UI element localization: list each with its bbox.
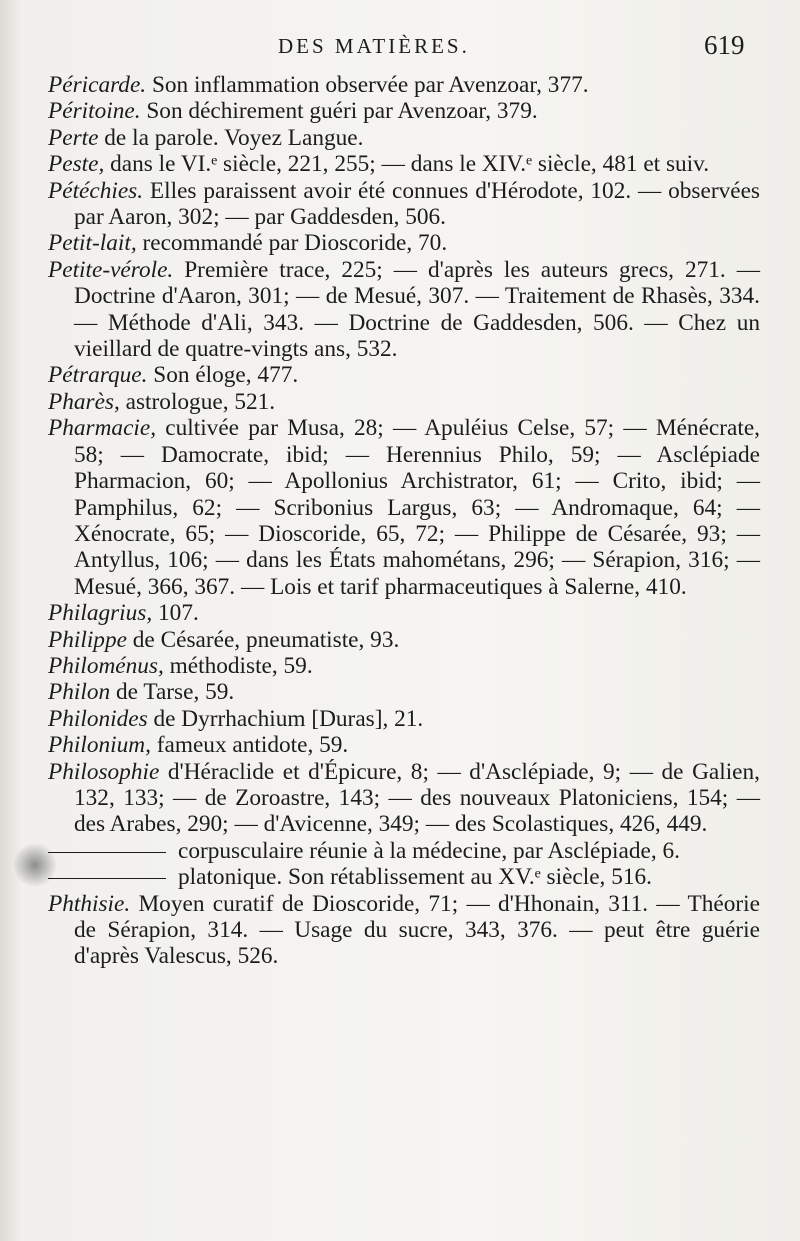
entry-text: fameux antidote, 59. bbox=[150, 732, 349, 759]
ink-smudge bbox=[14, 842, 56, 888]
index-subentry bbox=[48, 838, 760, 864]
entry-term: Phthisie. bbox=[48, 890, 131, 917]
entry-text: Elles paraissent avoir été connues d'Hérodote, 102. — observées par Aaron, 302; — par Gaddesden, 506. bbox=[74, 177, 760, 231]
index-entry bbox=[48, 125, 760, 151]
entry-text: Son éloge, 477. bbox=[147, 362, 299, 389]
entry-term: Philippe bbox=[48, 626, 127, 653]
index-entry bbox=[48, 389, 760, 415]
ditto-rule bbox=[48, 878, 166, 879]
entry-term: Péricarde. bbox=[48, 72, 147, 98]
running-title: DES MATIÈRES. bbox=[278, 34, 470, 58]
entry-text: de Césarée, pneumatiste, 93. bbox=[126, 626, 400, 653]
entry-term: Peste, bbox=[48, 151, 105, 178]
entry-term: Philagrius, bbox=[48, 600, 153, 627]
index-entries bbox=[48, 72, 760, 970]
entry-text: corpusculaire réunie à la médecine, par Asclépiade, 6. bbox=[178, 837, 680, 864]
index-entry bbox=[48, 679, 760, 705]
index-entry bbox=[48, 627, 760, 653]
entry-term: Pétrarque. bbox=[48, 362, 148, 389]
entry-text: platonique. Son rétablissement au XV.ᵉ siècle, 516. bbox=[178, 864, 652, 891]
entry-term: Philosophie bbox=[48, 758, 160, 785]
entry-term: Philoménus, bbox=[48, 652, 164, 679]
entry-text: de Dyrrhachium [Duras], 21. bbox=[147, 705, 424, 732]
index-entry bbox=[48, 151, 760, 177]
index-entry bbox=[48, 362, 760, 388]
entry-text: Première trace, 225; — d'après les auteurs grecs, 271. — Doctrine d'Aaron, 301; — de Mesué, 307. — Traitement de Rhasès, 334. — Méthode d'Ali, 343. — Doctrine de Gaddesden, 506. — Chez un vieillard de quatre-vingts ans, 532. bbox=[74, 256, 760, 363]
entry-term: Petite-vérole. bbox=[48, 256, 174, 283]
entry-text: recommandé par Dioscoride, 70. bbox=[136, 230, 448, 257]
index-entry bbox=[48, 600, 760, 626]
entry-term: Pharès, bbox=[48, 388, 120, 415]
entry-text: dans le VI.ᵉ siècle, 221, 255; — dans le XIV.ᵉ siècle, 481 et suiv. bbox=[104, 151, 710, 178]
index-entry bbox=[48, 257, 760, 363]
page-number: 619 bbox=[704, 30, 745, 60]
entry-term: Pharmacie, bbox=[48, 415, 157, 442]
entry-term: Philonium, bbox=[48, 732, 151, 759]
entry-text: méthodiste, 59. bbox=[163, 652, 313, 679]
index-entry bbox=[48, 98, 760, 124]
index-subentry bbox=[48, 864, 760, 890]
entry-text: de Tarse, 59. bbox=[110, 679, 235, 706]
index-entry bbox=[48, 732, 760, 758]
index-entry bbox=[48, 891, 760, 970]
entry-text: Son inflammation observée par Avenzoar, 377. bbox=[146, 72, 589, 98]
entry-text: cultivée par Musa, 28; — Apuléius Celse, 57; — Ménécrate, 58; — Damocrate, ibid; — Herennius Philo, 59; — Asclépiade Pharmacion, 60; — Apollonius Archistrator, 61; — Crito, ibid; — Pamphilus, 62; — Scribonius Largus, 63; — Andromaque, 64; — Xénocrate, 65; — Dioscoride, 65, 72; — Philippe de Césarée, 93; — Antyllus, 106; — dans les États mahométans, 296; — Sérapion, 316; — Mesué, 366, 367. — Lois et tarif pharmaceutiques à Salerne, 410. bbox=[74, 415, 760, 600]
entry-term: Perte bbox=[48, 124, 99, 151]
entry-text: astrologue, 521. bbox=[119, 388, 276, 415]
entry-term: Petit-lait, bbox=[48, 230, 137, 257]
entry-text: Moyen curatif de Dioscoride, 71; — d'Hhonain, 311. — Théorie de Sérapion, 314. — Usage du sucre, 343, 376. — peut être guérie d'après Valescus, 526. bbox=[74, 890, 760, 970]
index-entry bbox=[48, 230, 760, 256]
entry-text: d'Héraclide et d'Épicure, 8; — d'Asclépiade, 9; — de Galien, 132, 133; — de Zoroastre, 143; — des nouveaux Platoniciens, 154; — des Arabes, 290; — d'Avicenne, 349; — des Scolastiques, 426, 449. bbox=[74, 758, 760, 838]
entry-term: Philonides bbox=[48, 705, 148, 732]
ditto-rule bbox=[48, 852, 166, 853]
entry-text: de la parole. Voyez Langue. bbox=[98, 124, 364, 151]
index-entry bbox=[48, 178, 760, 231]
entry-term: Pétéchies. bbox=[48, 177, 144, 204]
index-entry bbox=[48, 415, 760, 600]
entry-text: Son déchirement guéri par Avenzoar, 379. bbox=[140, 98, 538, 125]
index-entry bbox=[48, 72, 760, 98]
entry-text: 107. bbox=[152, 600, 199, 627]
page-header bbox=[0, 30, 800, 66]
index-entry bbox=[48, 653, 760, 679]
entry-term: Philon bbox=[48, 679, 111, 706]
index-entry bbox=[48, 759, 760, 838]
entry-term: Péritoine. bbox=[48, 98, 141, 125]
index-entry bbox=[48, 706, 760, 732]
